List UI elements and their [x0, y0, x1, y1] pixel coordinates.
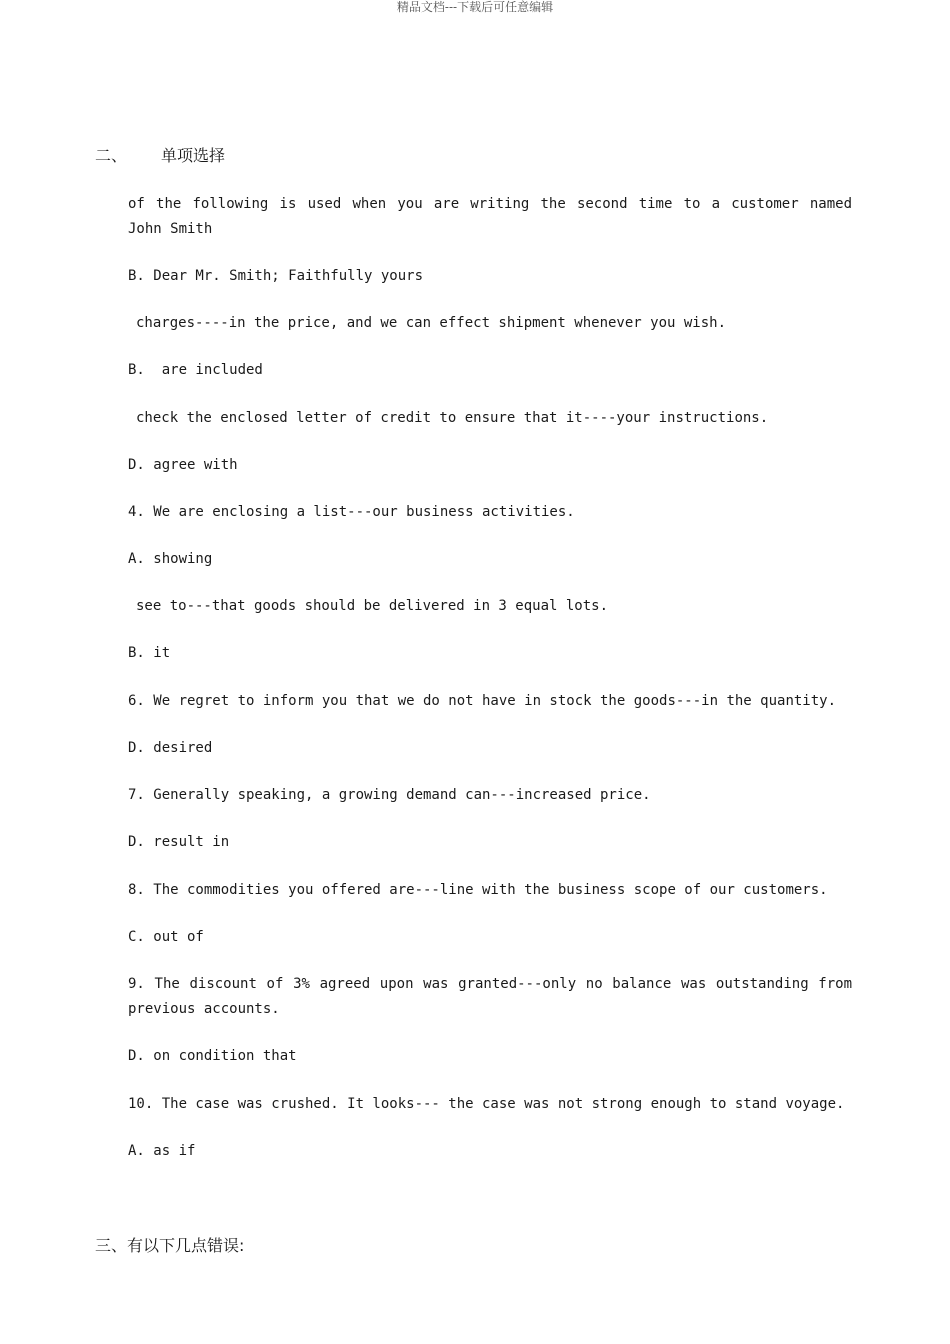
question-1-line-1: of the following is used when you are writing the second time to a customer named	[128, 196, 852, 212]
answer-1: B. Dear Mr. Smith; Faithfully yours	[128, 268, 424, 284]
answer-2: B. are included	[128, 362, 263, 378]
answer-9: D. on condition that	[128, 1048, 297, 1064]
question-9-line-2: previous accounts.	[128, 1001, 280, 1017]
answer-5: B. it	[128, 645, 171, 661]
answer-7: D. result in	[128, 834, 230, 850]
answer-4: A. showing	[128, 551, 213, 567]
section-heading-2	[95, 146, 225, 166]
question-1-line-2: John Smith	[128, 221, 213, 237]
question-5: see to---that goods should be delivered in 3 equal lots.	[136, 598, 609, 614]
answer-3: D. agree with	[128, 457, 238, 473]
question-7: 7. Generally speaking, a growing demand can---increased price.	[128, 787, 651, 803]
section-number: 二、	[95, 146, 128, 165]
question-9-line-1: 9. The discount of 3% agreed upon was granted---only no balance was outstanding from	[128, 976, 852, 992]
question-8: 8. The commodities you offered are---line with the business scope of our customers.	[128, 882, 828, 898]
answer-8: C. out of	[128, 929, 204, 945]
answer-6: D. desired	[128, 740, 213, 756]
question-2: charges----in the price, and we can effect shipment whenever you wish.	[136, 315, 727, 331]
section-heading-3: 三、有以下几点错误:	[95, 1236, 245, 1255]
question-6: 6. We regret to inform you that we do not have in stock the goods---in the quantity.	[128, 693, 837, 709]
page-header: 精品文档---下载后可任意编辑	[396, 0, 554, 14]
question-10: 10. The case was crushed. It looks--- the case was not strong enough to stand voyage.	[128, 1096, 845, 1112]
section-title: 单项选择	[161, 146, 226, 165]
question-3: check the enclosed letter of credit to ensure that it----your instructions.	[136, 410, 769, 426]
question-4: 4. We are enclosing a list---our business activities.	[128, 504, 575, 520]
answer-10: A. as if	[128, 1143, 196, 1159]
